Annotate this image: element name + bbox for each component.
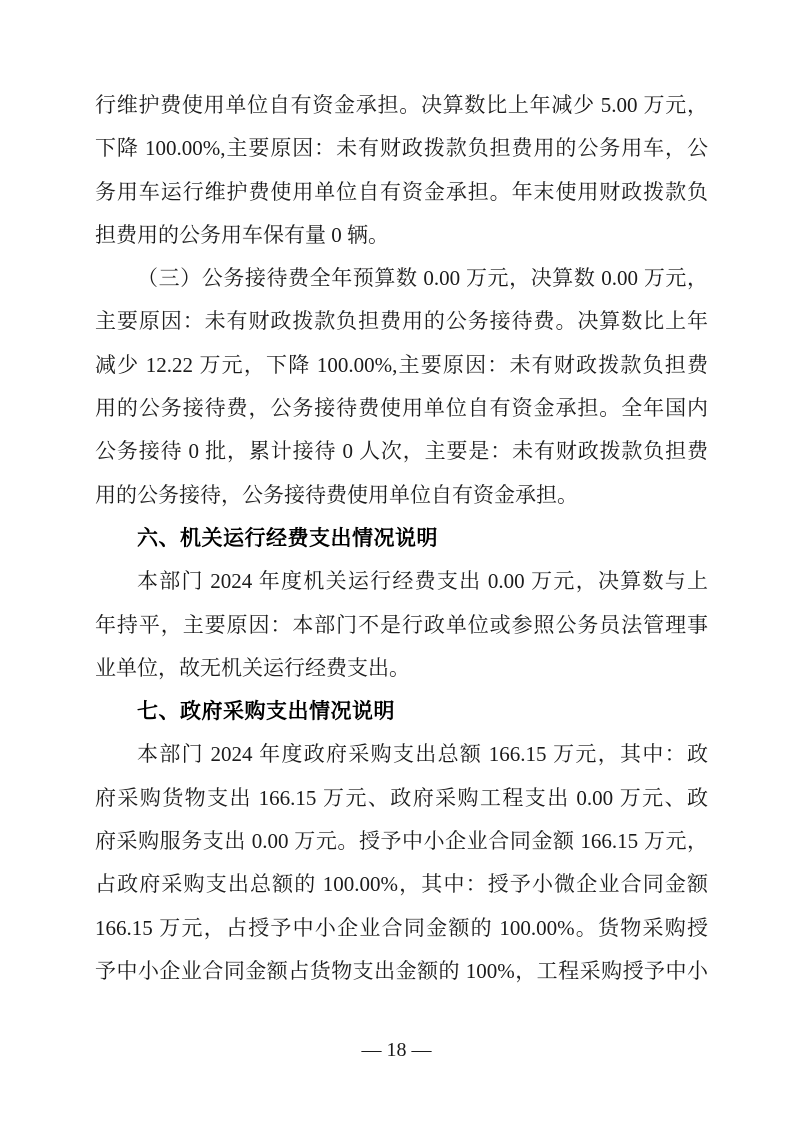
text-line: 府采购服务支出 0.00 万元。授予中小企业合同金额 166.15 万元， [95,829,708,854]
text-line: 担费用的公务用车保有量 0 辆。 [95,222,389,247]
text-line: （三）公务接待费全年预算数 0.00 万元，决算数 0.00 万元， [137,266,708,291]
text-line: 主要原因：未有财政拨款负担费用的公务接待费。决算数比上年 [95,309,708,334]
text-line: 用的公务接待，公务接待费使用单位自有资金承担。 [95,482,578,507]
document-body [95,84,708,993]
section-heading-7: 七、政府采购支出情况说明 [137,700,395,724]
text-line: 本部门 2024 年度机关运行经费支出 0.00 万元，决算数与上 [137,569,708,594]
text-line: 业单位，故无机关运行经费支出。 [95,655,410,680]
text-line: 本部门 2024 年度政府采购支出总额 166.15 万元，其中：政 [137,742,708,767]
section-heading-6: 六、机关运行经费支出情况说明 [137,526,438,550]
text-line: 减少 12.22 万元，下降 100.00%,主要原因：未有财政拨款负担费 [95,352,708,377]
text-line: 行维护费使用单位自有资金承担。决算数比上年减少 5.00 万元， [95,93,708,117]
text-line: 用的公务接待费，公务接待费使用单位自有资金承担。全年国内 [95,396,708,421]
text-line: 予中小企业合同金额占货物支出金额的 100%，工程采购授予中小 [95,958,708,983]
text-line: 年持平，主要原因：本部门不是行政单位或参照公务员法管理事 [95,612,708,637]
text-line: 占政府采购支出总额的 100.00%，其中：授予小微企业合同金额 [95,872,708,897]
text-line: 务用车运行维护费使用单位自有资金承担。年末使用财政拨款负 [95,179,708,204]
text-line: 公务接待 0 批，累计接待 0 人次，主要是：未有财政拨款负担费 [95,439,708,464]
text-line: 166.15 万元，占授予中小企业合同金额的 100.00%。货物采购授 [95,915,708,940]
page-footer [0,1036,793,1064]
text-line: 府采购货物支出 166.15 万元、政府采购工程支出 0.00 万元、政 [95,785,708,810]
page-number: — 18 — [361,1039,432,1061]
text-line: 下降 100.00%,主要原因：未有财政拨款负担费用的公务用车，公 [95,136,708,161]
